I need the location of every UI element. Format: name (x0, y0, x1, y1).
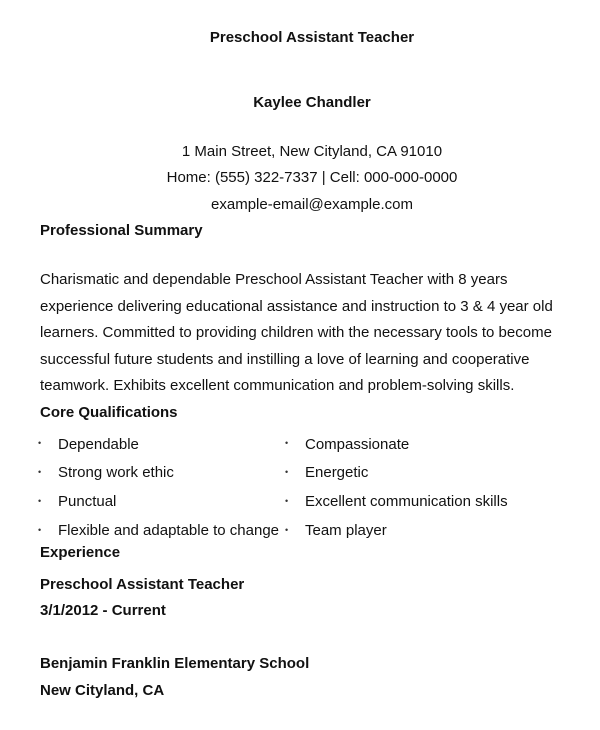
qualification-item: Punctual (58, 493, 117, 510)
bullet-icon: • (38, 525, 42, 535)
summary-line-2: experience delivering educational assistance and instruction to 3 & 4 year old (40, 298, 553, 315)
qualification-item: Compassionate (305, 436, 410, 453)
qualifications-heading: Core Qualifications (40, 404, 178, 421)
qualification-item: Dependable (58, 436, 139, 453)
phone-numbers: Home: (555) 322-7337 | Cell: 000-000-0000 (166, 169, 458, 186)
summary-line-1: Charismatic and dependable Preschool Assistant Teacher with 8 years (40, 271, 508, 288)
address: 1 Main Street, New Cityland, CA 91010 (181, 143, 443, 160)
summary-heading: Professional Summary (40, 222, 203, 239)
employer-location: New Cityland, CA (40, 682, 165, 699)
bullet-icon: • (38, 496, 42, 506)
summary-line-5: teamwork. Exhibits excellent communication and problem-solving skills. (40, 377, 515, 394)
bullet-icon: • (285, 496, 289, 506)
bullet-icon: • (285, 525, 289, 535)
document-title: Preschool Assistant Teacher (209, 29, 415, 46)
bullet-icon: • (38, 438, 42, 448)
experience-heading: Experience (40, 544, 121, 561)
summary-line-4: successful future students and instilling a love of learning and cooperative (40, 351, 530, 368)
qualification-item: Strong work ethic (58, 464, 174, 481)
bullet-icon: • (285, 438, 289, 448)
job-dates: 3/1/2012 - Current (40, 602, 166, 619)
employer-name: Benjamin Franklin Elementary School (40, 655, 310, 672)
candidate-name: Kaylee Chandler (253, 94, 371, 111)
bullet-icon: • (38, 467, 42, 477)
qualification-item: Flexible and adaptable to change (58, 522, 280, 539)
qualification-item: Team player (305, 522, 387, 539)
qualification-item: Excellent communication skills (305, 493, 508, 510)
qualification-item: Energetic (305, 464, 369, 481)
email: example-email@example.com (211, 196, 413, 213)
bullet-icon: • (285, 467, 289, 477)
job-title: Preschool Assistant Teacher (40, 576, 245, 593)
summary-line-3: learners. Committed to providing children with the necessary tools to become (40, 324, 552, 341)
